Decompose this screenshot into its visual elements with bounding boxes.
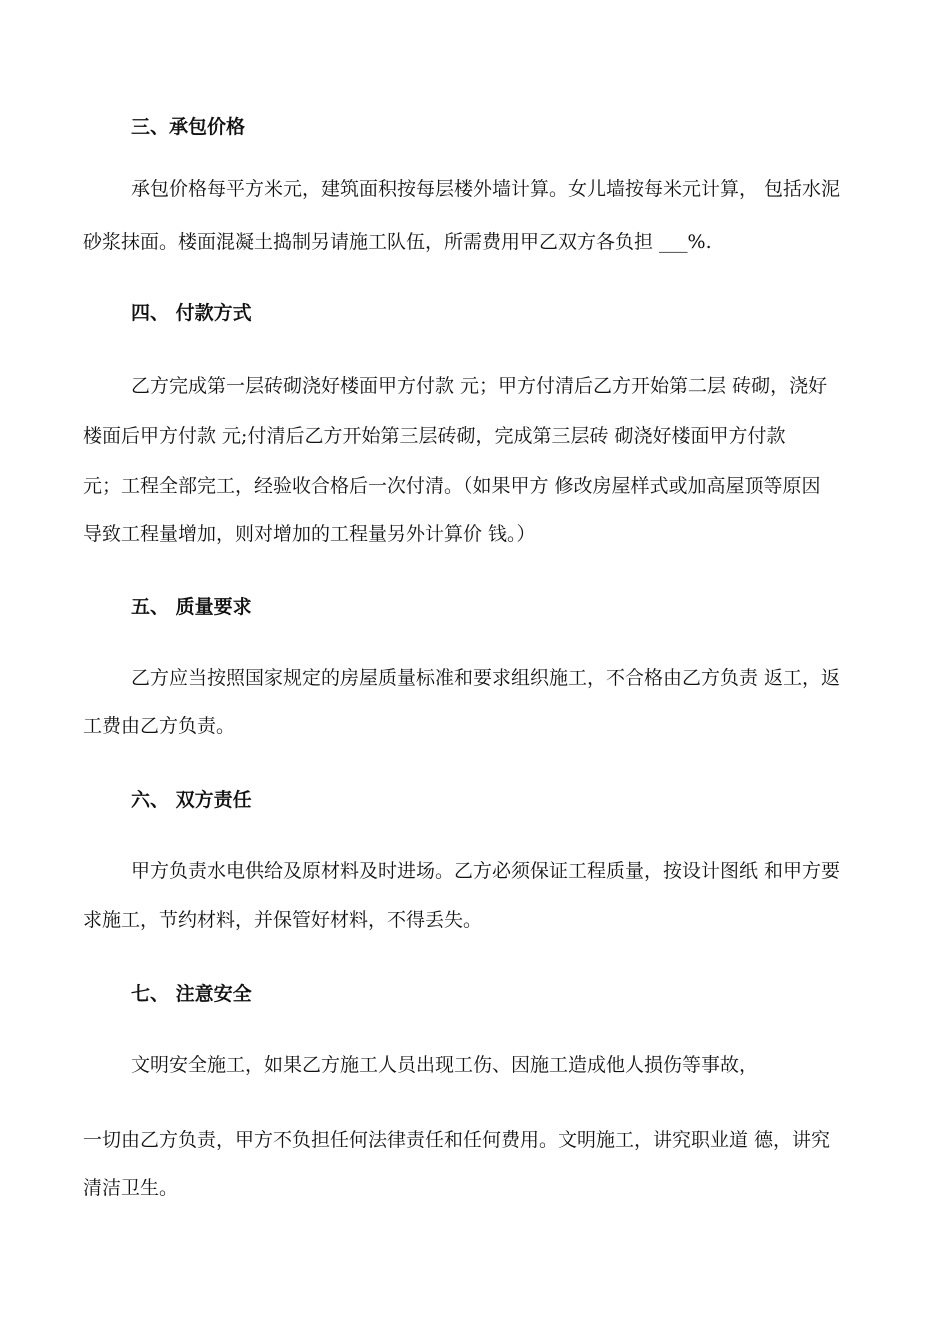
section-heading-pricing: 三、承包价格 bbox=[131, 116, 246, 138]
paragraph-line: 文明安全施工，如果乙方施工人员出现工伤、因施工造成他人损伤等事故， bbox=[131, 1054, 759, 1076]
paragraph-line: 清洁卫生。 bbox=[83, 1177, 179, 1199]
section-heading-payment: 四、 付款方式 bbox=[131, 302, 252, 324]
paragraph-line: 楼面后甲方付款 元;付清后乙方开始第三层砖砌，完成第三层砖 砌浇好楼面甲方付款 bbox=[83, 425, 786, 447]
paragraph-line: 求施工，节约材料，并保管好材料，不得丢失。 bbox=[83, 909, 483, 931]
paragraph-line: 乙方应当按照国家规定的房屋质量标准和要求组织施工，不合格由乙方负责 返工，返 bbox=[131, 667, 841, 689]
section-heading-quality: 五、 质量要求 bbox=[131, 596, 252, 618]
paragraph-line: 承包价格每平方米元，建筑面积按每层楼外墙计算。女儿墙按每米元计算， 包括水泥 bbox=[131, 178, 841, 200]
paragraph-line: 乙方完成第一层砖砌浇好楼面甲方付款 元；甲方付清后乙方开始第二层 砖砌，浇好 bbox=[131, 375, 828, 397]
paragraph-line: 工费由乙方负责。 bbox=[83, 715, 236, 737]
paragraph-line: 导致工程量增加，则对增加的工程量另外计算价 钱。） bbox=[83, 523, 536, 545]
section-heading-responsibilities: 六、 双方责任 bbox=[131, 789, 252, 811]
paragraph-line: 砂浆抹面。楼面混凝土捣制另请施工队伍，所需费用甲乙双方各负担 ___%. bbox=[83, 231, 712, 253]
paragraph-line: 元；工程全部完工，经验收合格后一次付清。（如果甲方 修改房屋样式或加高屋顶等原因 bbox=[83, 475, 821, 497]
section-heading-safety: 七、 注意安全 bbox=[131, 983, 252, 1005]
paragraph-line: 一切由乙方负责，甲方不负担任何法律责任和任何费用。文明施工，讲究职业道 德，讲究 bbox=[83, 1129, 831, 1151]
paragraph-line: 甲方负责水电供给及原材料及时进场。乙方必须保证工程质量，按设计图纸 和甲方要 bbox=[131, 860, 841, 882]
